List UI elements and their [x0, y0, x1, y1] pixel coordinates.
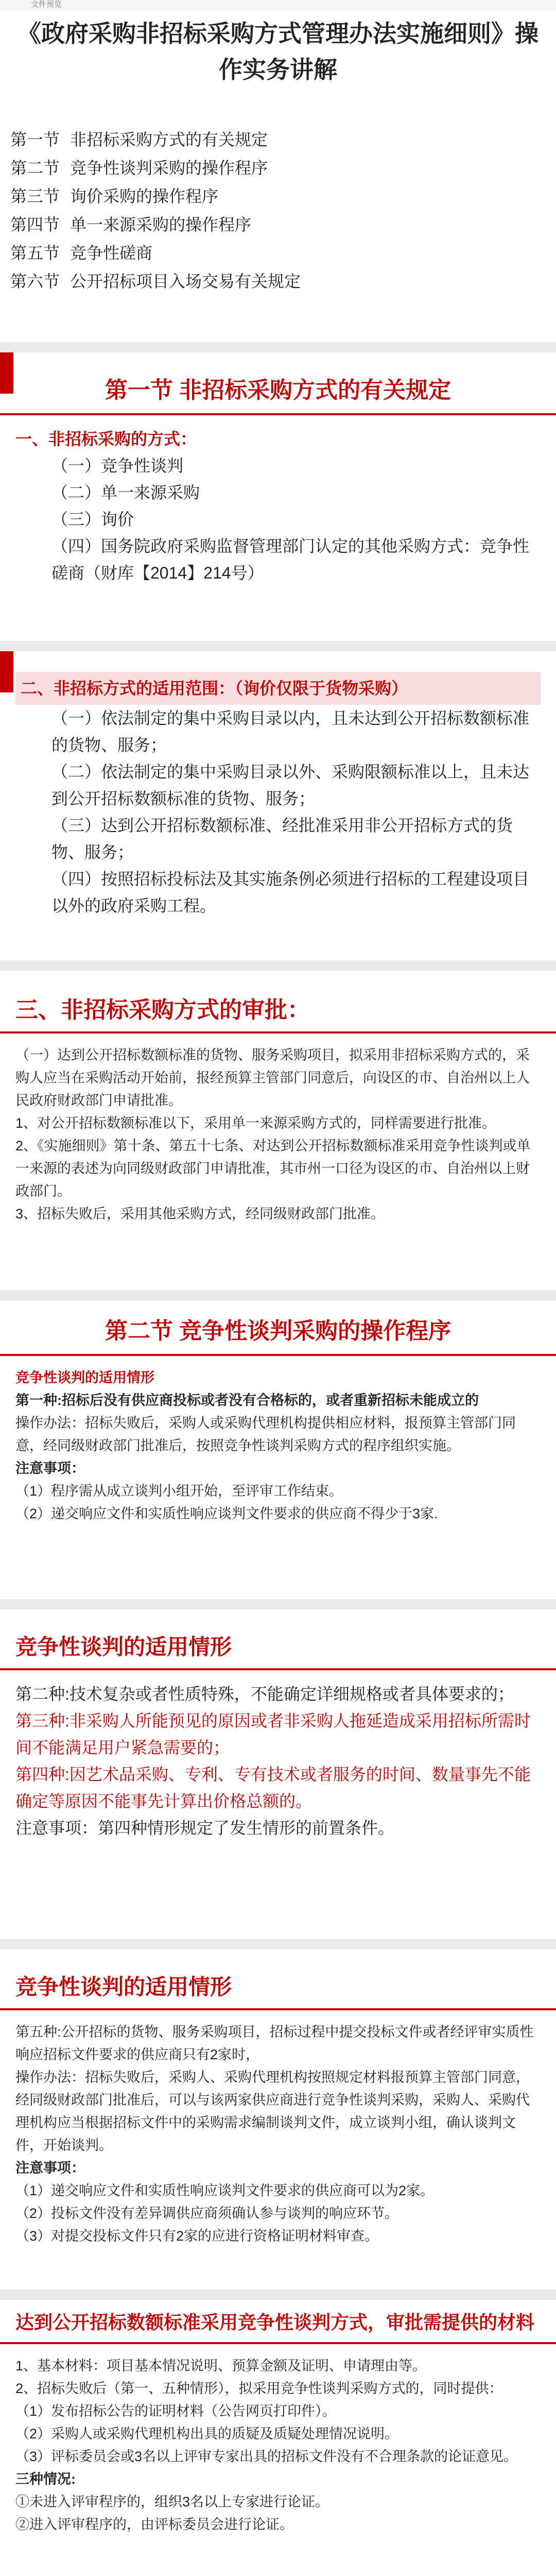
section-title: 第一节 非招标采购方式的有关规定 [105, 378, 451, 403]
paragraph: ②进入评审程序的，由评标委员会进行论证。 [15, 2517, 293, 2532]
toc-item[interactable]: 第一节 非招标采购方式的有关规定 [10, 130, 268, 149]
document-title: 《政府采购非招标采购方式管理办法实施细则》操作实务讲解 [0, 10, 556, 112]
paragraph: 第四种:因艺术品采购、专利、专有技术或者服务的时间、数量事先不能确定等原因不能事先计算出价格总额的。 [15, 1765, 531, 1810]
paragraph: （3）评标委员会或3名以上评审专家出具的招标文件没有不合理条款的论证意见。 [15, 2449, 518, 2464]
paragraph: 注意事项：第四种情形规定了发生情形的前置条件。 [15, 1819, 395, 1837]
section-title: 三、非招标采购方式的审批： [15, 997, 310, 1023]
slide-scenarios-2 [0, 1950, 556, 2290]
slide-section1 [0, 352, 556, 641]
paragraph: 1、对公开招标数额标准以下，采用单一来源采购方式的，同样需要进行批准。 [15, 1115, 496, 1131]
paragraph: （2）投标文件没有差异调供应商须确认参与谈判的响应环节。 [15, 2206, 399, 2221]
paragraph: 第三种:非采购人所能预见的原因或者非采购人拖延造成采用招标所需时间不能满足用户紧急需要的； [15, 1711, 531, 1757]
list-item: （三）询价 [51, 510, 134, 529]
paragraph: （3）对提交投标文件只有2家的应进行资格证明材料审查。 [15, 2228, 379, 2244]
list-item: （四）按照招标投标法及其实施条例必须进行招标的工程建设项目以外的政府采购工程。 [51, 870, 530, 915]
list-item: （三）达到公开招标数额标准、经批准采用非公开招标方式的货物、服务； [51, 816, 513, 861]
slide-section2 [0, 1300, 556, 1599]
paragraph: （1）程序需从成立谈判小组开始，至评审工作结束。 [15, 1483, 343, 1499]
list-item: （四）国务院政府采购监督管理部门认定的其他采购方式：竞争性磋商（财库【2014】214号） [51, 537, 530, 582]
list-item: （一）依法制定的集中采购目录以内，且未达到公开招标数额标准的货物、服务； [51, 709, 530, 754]
paragraph: 2、《实施细则》第十条、第五十七条、对达到公开招标数额标准采用竞争性谈判或单一来源的表述为向同级财政部门申请批准，其市州一口径为设区的市、自治州以上财政部门。 [15, 1138, 531, 1199]
slide-materials [0, 2300, 556, 2576]
paragraph: （1）递交响应文件和实质性响应谈判文件要求的供应商可以为2家。 [15, 2183, 435, 2198]
section-title: 竞争性谈判的适用情形 [15, 1975, 232, 1999]
red-accent-bar [0, 352, 13, 394]
paragraph: 操作办法：招标失败后，采购人或采购代理机构提供相应材料，报预算主管部门同意，经同级财政部门批准后，按照竞争性谈判采购方式的程序组织实施。 [15, 1415, 516, 1453]
toc-item[interactable]: 第五节 竞争性磋商 [10, 244, 153, 262]
paragraph: 第二种:技术复杂或者性质特殊，不能确定详细规格或者具体要求的； [15, 1685, 514, 1703]
paragraph: 1、基本材料：项目基本情况说明、预算金额及证明、申请理由等。 [15, 2358, 427, 2374]
toc-item[interactable]: 第四节 单一来源采购的操作程序 [10, 215, 252, 234]
paragraph: 3、招标失败后，采用其他采购方式，经同级财政部门批准。 [15, 1206, 385, 1222]
list-item: （一）竞争性谈判 [51, 456, 184, 475]
section-title: 竞争性谈判的适用情形 [15, 1635, 232, 1659]
list-item: （二）依法制定的集中采购目录以外、采购限额标准以上，且未达到公开招标数额标准的货物、服务； [51, 762, 530, 808]
section-title: 第二节 竞争性谈判采购的操作程序 [105, 1318, 451, 1344]
paragraph: （1）发布招标公告的证明材料（公告网页打印件）。 [15, 2403, 336, 2419]
slide-approval [0, 971, 556, 1290]
paragraph: 2、招标失败后（第一、五种情形），拟采用竞争性谈判采购方式的，同时提供： [15, 2381, 503, 2396]
section-title: 达到公开招标数额标准采用竞争性谈判方式，审批需提供的材料 [15, 2312, 535, 2333]
paragraph: 注意事项： [15, 2160, 85, 2176]
slide-scenarios [0, 1609, 556, 1939]
paragraph: 注意事项： [15, 1461, 85, 1476]
section-heading: 一、非招标采购的方式： [15, 430, 197, 448]
toc [0, 112, 556, 342]
toc-item[interactable]: 第二节 竞争性谈判采购的操作程序 [10, 159, 268, 177]
paragraph: 第一种:招标后没有供应商投标或者没有合格标的，或者重新招标未能成立的 [15, 1393, 479, 1408]
paragraph: 第五种:公开招标的货物、服务采购项目，招标过程中提交投标文件或者经评审实质性响应招标文件要求的供应商只有2家时， [15, 2024, 534, 2062]
top-bar: 文件预览 [0, 0, 556, 10]
paragraph: （一）达到公开招标数额标准的货物、服务采购项目，拟采用非招标采购方式的，采购人应当在采购活动开始前，报经预算主管部门同意后，向设区的市、自治州以上人民政府财政部门申请批准。 [15, 1047, 530, 1108]
paragraph: ①未进入评审程序的，组织3名以上专家进行论证。 [15, 2494, 329, 2510]
slide-scope [0, 651, 556, 960]
toc-item[interactable]: 第六节 公开招标项目入场交易有关规定 [10, 272, 301, 291]
paragraph: （2）采购人或采购代理机构出具的质疑及质疑处理情况说明。 [15, 2426, 399, 2442]
paragraph: 操作办法：招标失败后，采购人、采购代理机构按照规定材料报预算主管部门同意，经同级财政部门批准后，可以与该两家供应商进行竞争性谈判采购，采购人、采购代理机构应当根据招标文件中的采购需求编制谈判文件，成立谈判小组，确认谈判文件，开始谈判。 [15, 2070, 530, 2153]
paragraph: （2）递交响应文件和实质性响应谈判文件要求的供应商不得少于3家. [15, 1506, 438, 1521]
paragraph: 三种情况: [15, 2471, 76, 2487]
list-item: （二）单一来源采购 [51, 483, 200, 502]
section-heading: 二、非招标方式的适用范围：（询价仅限于货物采购） [15, 672, 541, 705]
red-accent-bar [0, 651, 13, 692]
section-heading: 竞争性谈判的适用情形 [15, 1370, 154, 1385]
toc-item[interactable]: 第三节 询价采购的操作程序 [10, 187, 219, 206]
